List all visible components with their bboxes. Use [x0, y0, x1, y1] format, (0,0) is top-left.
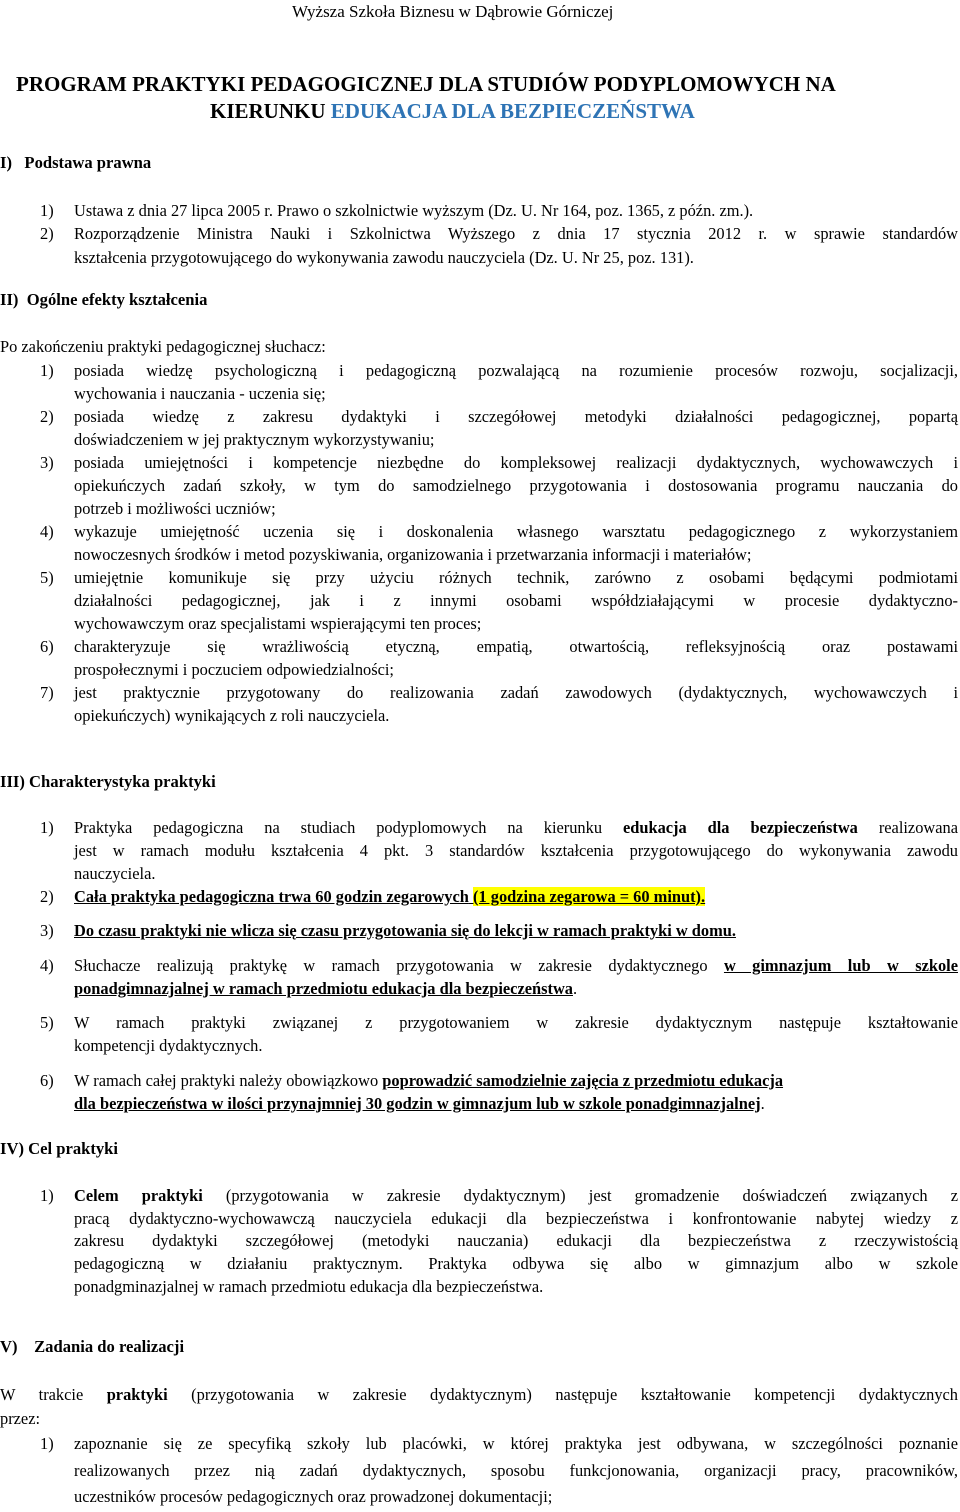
s2-item-6-line-1: charakteryzuje się wrażliwością etyczną, empatią, otwartością, refleksyjnością oraz postawami — [74, 637, 958, 656]
s4-item-1-num: 1) — [40, 1186, 54, 1205]
s4-item-1-line-3: zakresu dydaktyki szczegółowej (metodyki nauczania) edukacji dla bezpieczeństwa z rzeczywistością — [74, 1231, 958, 1250]
s3-item-5-num: 5) — [40, 1013, 54, 1032]
s3-item-2-num: 2) — [40, 887, 54, 906]
s2-item-3-num: 3) — [40, 453, 54, 472]
page-header: Wyższa Szkoła Biznesu w Dąbrowie Górniczej — [292, 2, 614, 21]
s2-item-1-line-1: posiada wiedzę psychologiczną i pedagogiczną pozwalającą na rozumienie procesów rozwoju, socjalizacji, — [74, 361, 958, 380]
s2-item-3-line-1: posiada umiejętności i kompetencje niezbędne do kompleksowej realizacji dydaktycznych, wychowawczych i — [74, 453, 958, 472]
s3-item-3-num: 3) — [40, 921, 54, 940]
s3-item-6-line-1: W ramach całej praktyki należy obowiązkowo poprowadzić samodzielnie zajęcia z przedmiotu edukacja — [74, 1071, 784, 1090]
highlighted-duration: (1 godzina zegarowa = 60 minut). — [473, 887, 706, 906]
s3-item-1-line-3: nauczyciela. — [74, 864, 156, 883]
s3-item-4-line-1: Słuchacze realizują praktykę w ramach przygotowania w zakresie dydaktycznego w gimnazjum lub w szkole — [74, 956, 958, 975]
s3-item-6-num: 6) — [40, 1071, 54, 1090]
s2-intro: Po zakończeniu praktyki pedagogicznej słuchacz: — [0, 337, 326, 356]
s3-item-5-line-2: kompetencji dydaktycznych. — [74, 1036, 263, 1055]
s4-item-1-line-2: pracą dydaktyczno-wychowawczą nauczyciela edukacji dla bezpieczeństwa i konfrontowanie nabytej wiedzy z — [74, 1209, 958, 1228]
s3-item-1-line-2: jest w ramach modułu kształcenia 4 pkt. 3 standardów kształcenia przygotowującego do wykonywania zawodu — [74, 841, 958, 860]
s2-item-4-line-1: wykazuje umiejętność uczenia się i doskonalenia własnego warsztatu pedagogicznego z wykorzystaniem — [74, 522, 958, 541]
s1-item-2-line-2: kształcenia przygotowującego do wykonywania zawodu nauczyciela (Dz. U. Nr 25, poz. 131). — [74, 248, 694, 267]
s2-item-4-line-2: nowoczesnych środków i metod pozyskiwania, organizowania i przetwarzania informacji i materiałów; — [74, 545, 752, 564]
s2-item-5-line-2: działalności pedagogicznej, jak i z innymi osobami współdziałającymi w procesie dydaktyczno- — [74, 591, 958, 610]
s5-intro-line-1: W trakcie praktyki (przygotowania w zakresie dydaktycznym) następuje kształtowanie kompetencji dydaktycznych — [0, 1385, 958, 1404]
s4-item-1-line-1: Celem praktyki (przygotowania w zakresie dydaktycznym) jest gromadzenie doświadczeń związanych z — [74, 1186, 958, 1205]
s2-item-2-line-2: doświadczeniem w jej praktycznym wykorzystywaniu; — [74, 430, 435, 449]
s2-item-3-line-3: potrzeb i możliwości uczniów; — [74, 499, 276, 518]
s2-item-1-num: 1) — [40, 361, 54, 380]
s3-item-2-text: Cała praktyka pedagogiczna trwa 60 godzin zegarowych (1 godzina zegarowa = 60 minut). — [74, 887, 706, 906]
s1-item-1-num: 1) — [40, 201, 54, 220]
s1-item-2-line-1: Rozporządzenie Ministra Nauki i Szkolnictwa Wyższego z dnia 17 stycznia 2012 r. w sprawie standardów — [74, 224, 958, 243]
s5-item-1-line-2: realizowanych przez nią zadań dydaktycznych, sposobu funkcjonowania, organizacji pracy, pracowników, — [74, 1461, 958, 1480]
s2-item-6-line-2: prospołecznymi i poczuciem odpowiedzialności; — [74, 660, 394, 679]
s3-item-1-num: 1) — [40, 818, 54, 837]
s1-item-2-num: 2) — [40, 224, 54, 243]
s3-item-4-num: 4) — [40, 956, 54, 975]
s3-item-6-line-2: dla bezpieczeństwa w ilości przynajmniej 30 godzin w gimnazjum lub w szkole ponadgimnazjalnej. — [74, 1094, 765, 1113]
s4-item-1-line-4: pedagogiczną w działaniu praktycznym. Praktyka odbywa się albo w gimnazjum albo w szkole — [74, 1254, 958, 1273]
section-4-heading: IV) Cel praktyki — [0, 1139, 119, 1158]
s3-item-1-line-1: Praktyka pedagogiczna na studiach podyplomowych na kierunku edukacja dla bezpieczeństwa realizowana — [74, 818, 958, 837]
s3-item-3-text: Do czasu praktyki nie wlicza się czasu przygotowania się do lekcji w ramach praktyki w domu. — [74, 921, 736, 940]
s2-item-7-line-2: opiekuńczych) wynikających z roli nauczyciela. — [74, 706, 390, 725]
section-2-heading: II) Ogólne efekty kształcenia — [0, 290, 208, 309]
s5-intro-line-2: przez: — [0, 1409, 41, 1428]
s1-item-1-line-1: Ustawa z dnia 27 lipca 2005 r. Prawo o szkolnictwie wyższym (Dz. U. Nr 164, poz. 1365, z późn. zm.). — [74, 201, 754, 220]
s2-item-5-line-3: wychowawczym oraz specjalistami wspierającymi ten proces; — [74, 614, 482, 633]
section-5-heading: V) Zadania do realizacji — [0, 1337, 185, 1356]
s5-item-1-num: 1) — [40, 1434, 54, 1453]
s3-item-4-line-2: ponadgimnazjalnej w ramach przedmiotu edukacja dla bezpieczeństwa. — [74, 979, 578, 998]
s4-item-1-line-5: ponadgminazjalnej w ramach przedmiotu edukacja dla bezpieczeństwa. — [74, 1277, 544, 1296]
s5-item-1-line-1: zapoznanie się ze specyfiką szkoły lub placówki, w której praktyka jest odbywana, w szczególności poznanie — [74, 1434, 958, 1453]
s2-item-7-line-1: jest praktycznie przygotowany do realizowania zadań zawodowych (dydaktycznych, wychowawczych i — [74, 683, 958, 702]
s2-item-5-line-1: umiejętnie komunikuje się przy użyciu różnych technik, zarówno z osobami będącymi podmiotami — [74, 568, 958, 587]
document-title-line-2: KIERUNKU EDUKACJA DLA BEZPIECZEŃSTWA — [210, 99, 695, 123]
s2-item-4-num: 4) — [40, 522, 54, 541]
s3-item-5-line-1: W ramach praktyki związanej z przygotowaniem w zakresie dydaktycznym następuje kształtowanie — [74, 1013, 958, 1032]
s2-item-5-num: 5) — [40, 568, 54, 587]
s2-item-3-line-2: opiekuńczych zadań szkoły, w tym do samodzielnego przygotowania i dostosowania programu nauczania do — [74, 476, 958, 495]
document-title-line-1: PROGRAM PRAKTYKI PEDAGOGICZNEJ DLA STUDIÓW PODYPLOMOWYCH NA — [16, 72, 836, 96]
section-3-heading: III) Charakterystyka praktyki — [0, 772, 216, 791]
s2-item-2-num: 2) — [40, 407, 54, 426]
section-1-heading: I) Podstawa prawna — [0, 153, 152, 172]
s2-item-1-line-2: wychowania i nauczania - uczenia się; — [74, 384, 326, 403]
title-accent: EDUKACJA DLA BEZPIECZEŃSTWA — [330, 99, 695, 123]
s5-item-1-line-3: uczestników procesów pedagogicznych oraz prowadzonej dokumentacji; — [74, 1487, 553, 1506]
s2-item-6-num: 6) — [40, 637, 54, 656]
s2-item-2-line-1: posiada wiedzę z zakresu dydaktyki i szczegółowej metodyki działalności pedagogicznej, popartą — [74, 407, 958, 426]
s2-item-7-num: 7) — [40, 683, 54, 702]
